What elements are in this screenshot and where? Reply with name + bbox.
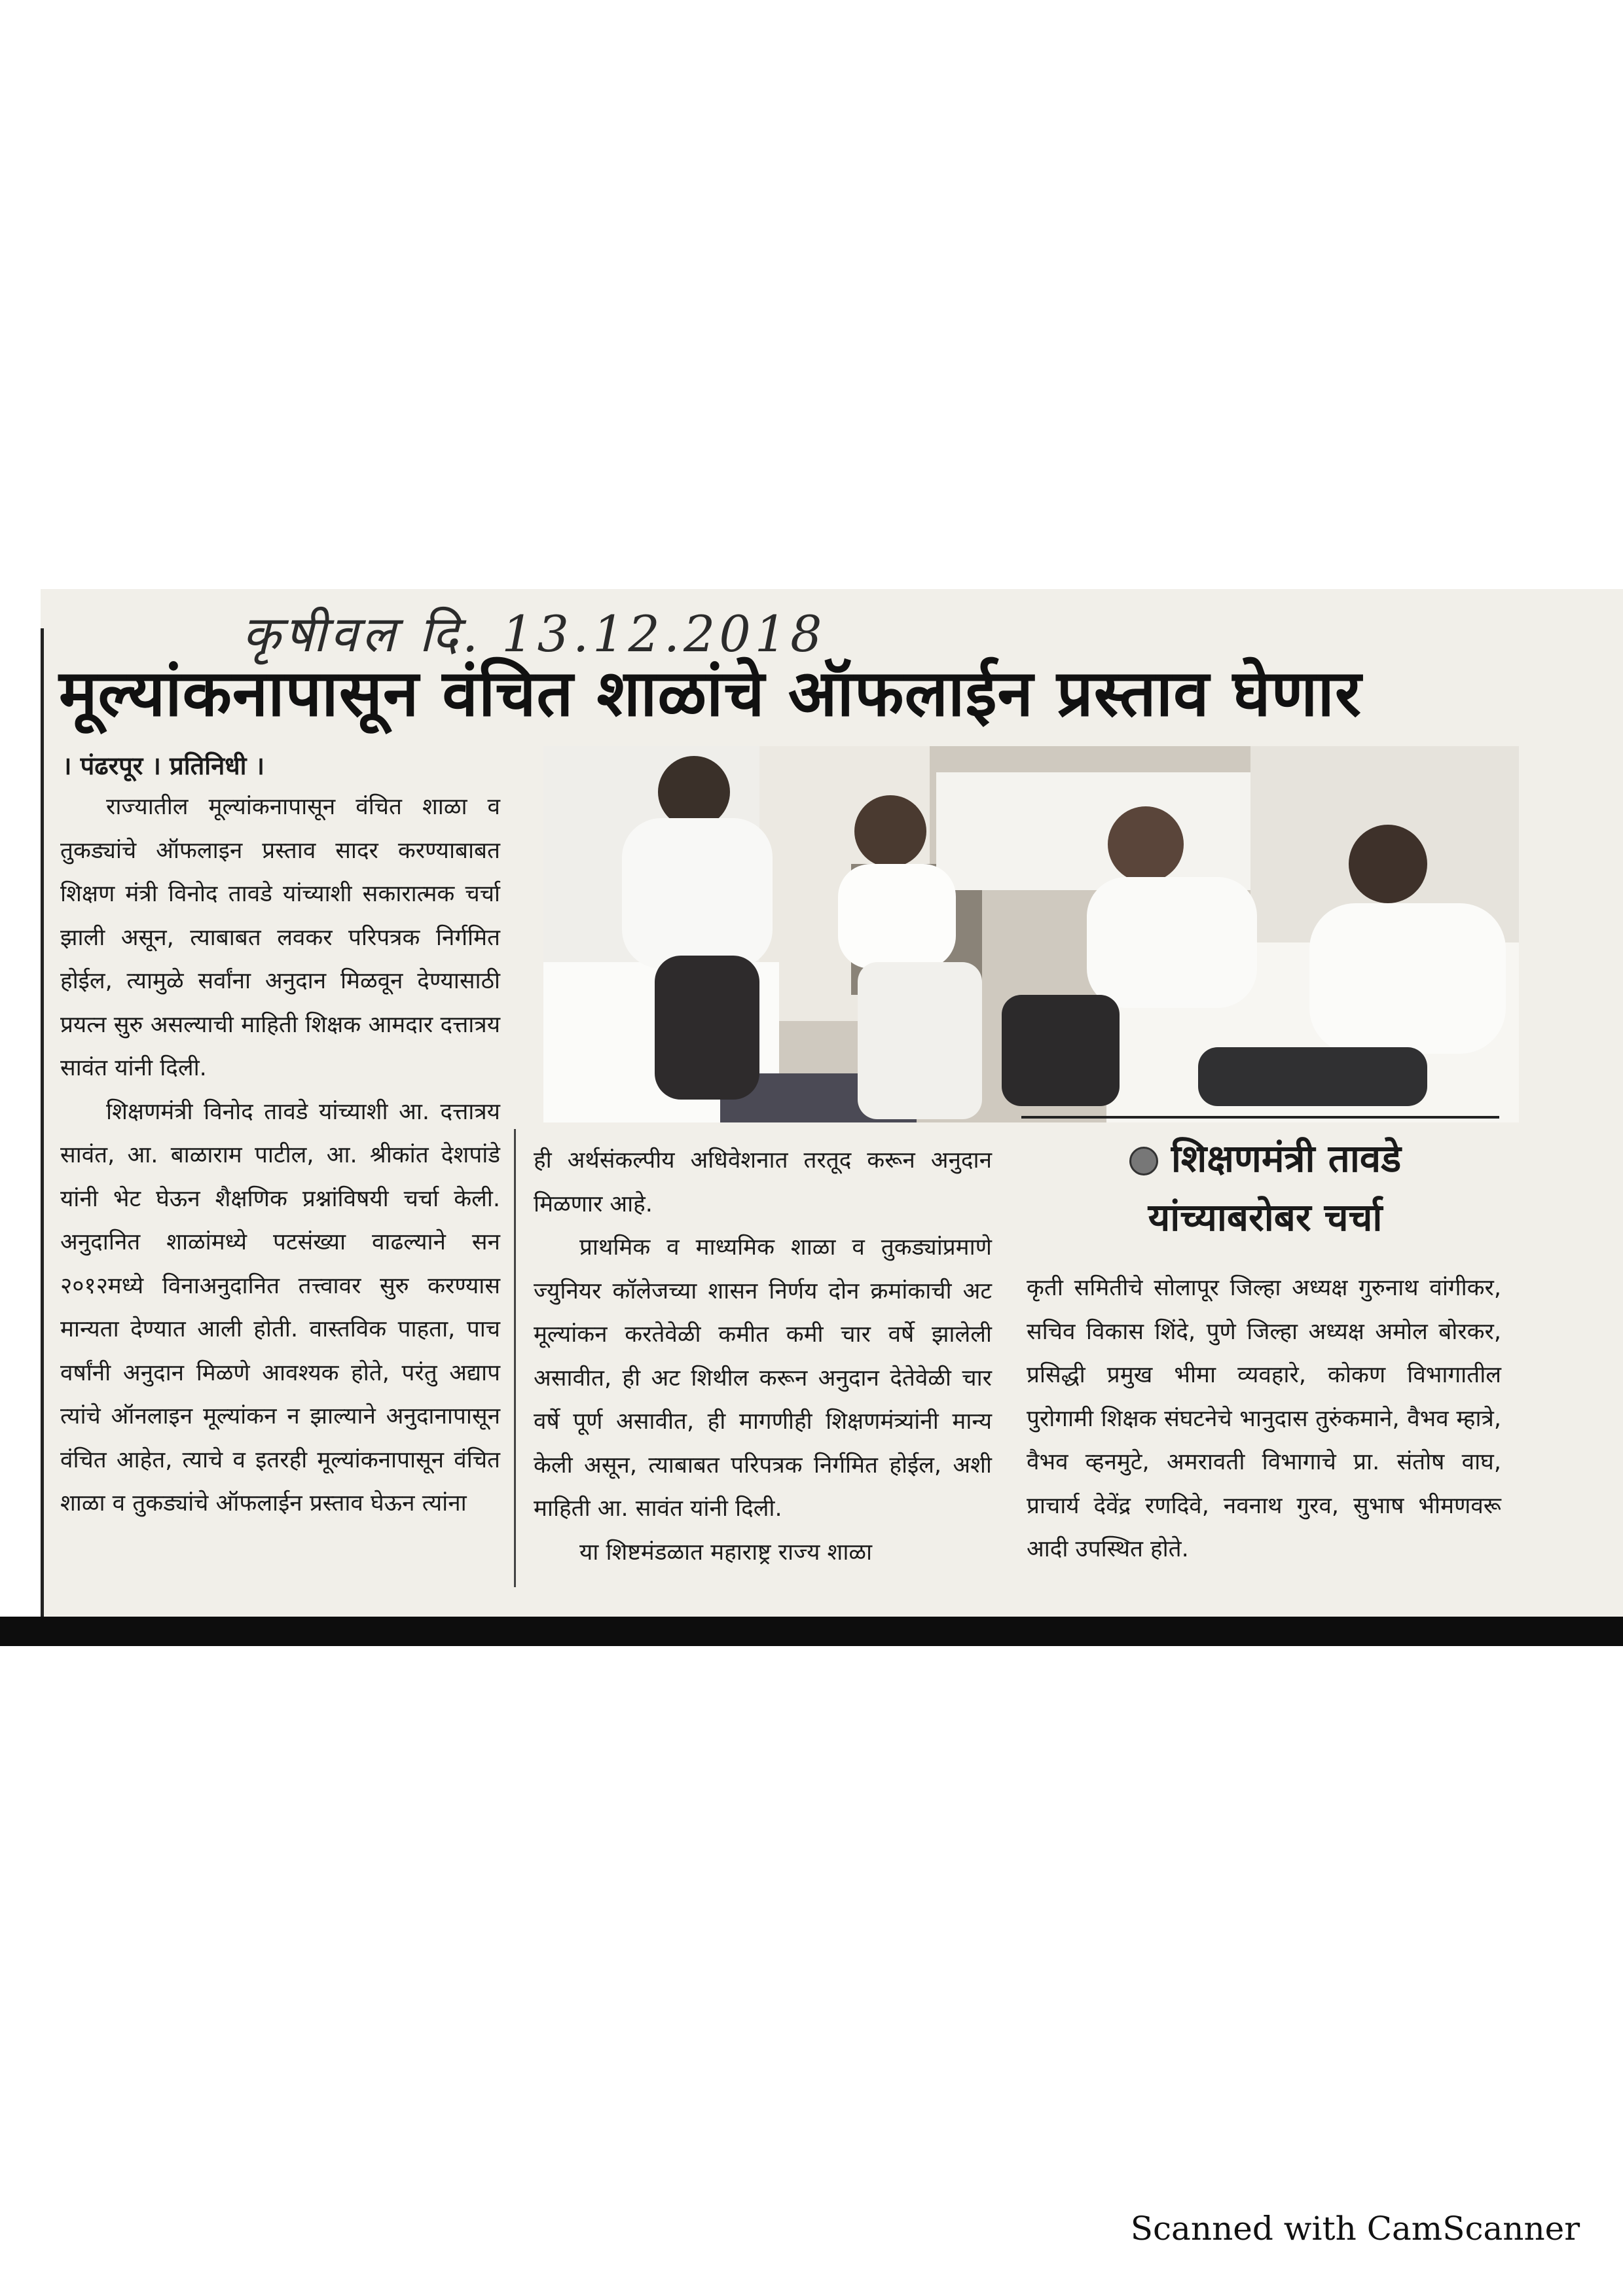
subheading xyxy=(1031,1129,1499,1260)
paragraph: कृती समितीचे सोलापूर जिल्हा अध्यक्ष गुरुनाथ वांगीकर, सचिव विकास शिंदे, पुणे जिल्हा अध्यक्ष अमोल बोरकर, प्रसिद्धी प्रमुख भीमा व्यवहारे, कोकण विभागातील पुरोगामी शिक्षक संघटनेचे भानुदास तुरुंकमाने, वैभव म्हात्रे, वैभव व्हनमुटे, अमरावती विभागाचे प्रा. संतोष वाघ, प्राचार्य देवेंद्र रणदिवे, नवनाथ गुरव, सुभाष भीमणवरू आदी उपस्थित होते. xyxy=(1027,1275,1501,1562)
paragraph: प्राथमिक व माध्यमिक शाळा व तुकड्यांप्रमाणे ज्युनियर कॉलेजच्या शासन निर्णय दोन क्रमांकाची अट मूल्यांकन करतेवेळी कमीत कमी चार वर्षे झालेली असावीत, ही अट शिथील करून अनुदान देतेवेळी चार वर्षे पूर्ण असावीत, ही मागणीही शिक्षणमंत्र्यांनी मान्य केली असून, त्याबाबत परिपत्रक निर्गमित होईल, अशी माहिती आ. सावंत यांनी दिली. xyxy=(534,1234,992,1522)
paragraph: या शिष्टमंडळात महाराष्ट्र राज्य शाळा xyxy=(579,1539,873,1566)
photo-illustration xyxy=(543,746,1519,1122)
headline: मूल्यांकनापासून वंचित शाळांचे ऑफलाईन प्रस्ताव घेणार xyxy=(59,656,1362,731)
subheading-line-2: यांच्याबरोबर चर्चा xyxy=(1148,1195,1383,1240)
subheading-line-1-text: शिक्षणमंत्री तावडे xyxy=(1171,1136,1402,1181)
paragraph: शिक्षणमंत्री विनोद तावडे यांच्याशी आ. दत्तात्रय सावंत, आ. बाळाराम पाटील, आ. श्रीकांत देशपांडे यांनी भेट घेऊन शैक्षणिक प्रश्नांविषयी चर्चा केली. अनुदानित शाळांमध्ये पटसंख्या वाढल्याने सन २०१२मध्ये विनाअनुदानित तत्त्वावर सुरु करण्यास मान्यता देण्यात आली होती. वास्तविक पाहता, पाच वर्षांनी अनुदान मिळणे आवश्यक होते, परंतु अद्याप त्यांचे ऑनलाइन मूल्यांकन न झाल्याने अनुदानापासून वंचित आहेत, त्याचे व इतरही मूल्यांकनापासून वंचित शाळा व तुकड्यांचे ऑफलाईन प्रस्ताव घेऊन त्यांना xyxy=(60,1098,500,1516)
scanner-watermark: Scanned with CamScanner xyxy=(1130,2210,1580,2248)
subhead-rule xyxy=(1021,1116,1499,1119)
scan-shadow-bar xyxy=(0,1617,1623,1646)
paragraph: राज्यातील मूल्यांकनापासून वंचित शाळा व तुकड्यांचे ऑफलाइन प्रस्ताव सादर करण्याबाबत शिक्षण मंत्री विनोद तावडे यांच्याशी सकारात्मक चर्चा झाली असून, त्याबाबत लवकर परिपत्रक निर्गमित होईल, त्यामुळे सर्वांना अनुदान मिळवून देण्यासाठी प्रयत्न सुरु असल्याची माहिती शिक्षक आमदार दत्तात्रय सावंत यांनी दिली. xyxy=(60,794,500,1081)
dateline: । पंढरपूर । प्रतिनिधी । xyxy=(62,751,265,780)
paragraph: ही अर्थसंकल्पीय अधिवेशनात तरतूद करून अनुदान मिळणार आहे. xyxy=(534,1147,992,1217)
article-column-3 xyxy=(1027,1266,1501,1587)
handwritten-date-note: कृषीवल दि. 13.12.2018 xyxy=(242,605,826,663)
bullet-dot-icon xyxy=(1129,1147,1158,1175)
column-divider xyxy=(514,1129,516,1587)
clipping-left-edge xyxy=(41,628,44,1630)
article-column-1 xyxy=(60,785,500,1590)
subheading-line-1 xyxy=(1031,1129,1499,1188)
news-photo xyxy=(543,746,1519,1122)
article-column-2 xyxy=(534,1139,992,1584)
